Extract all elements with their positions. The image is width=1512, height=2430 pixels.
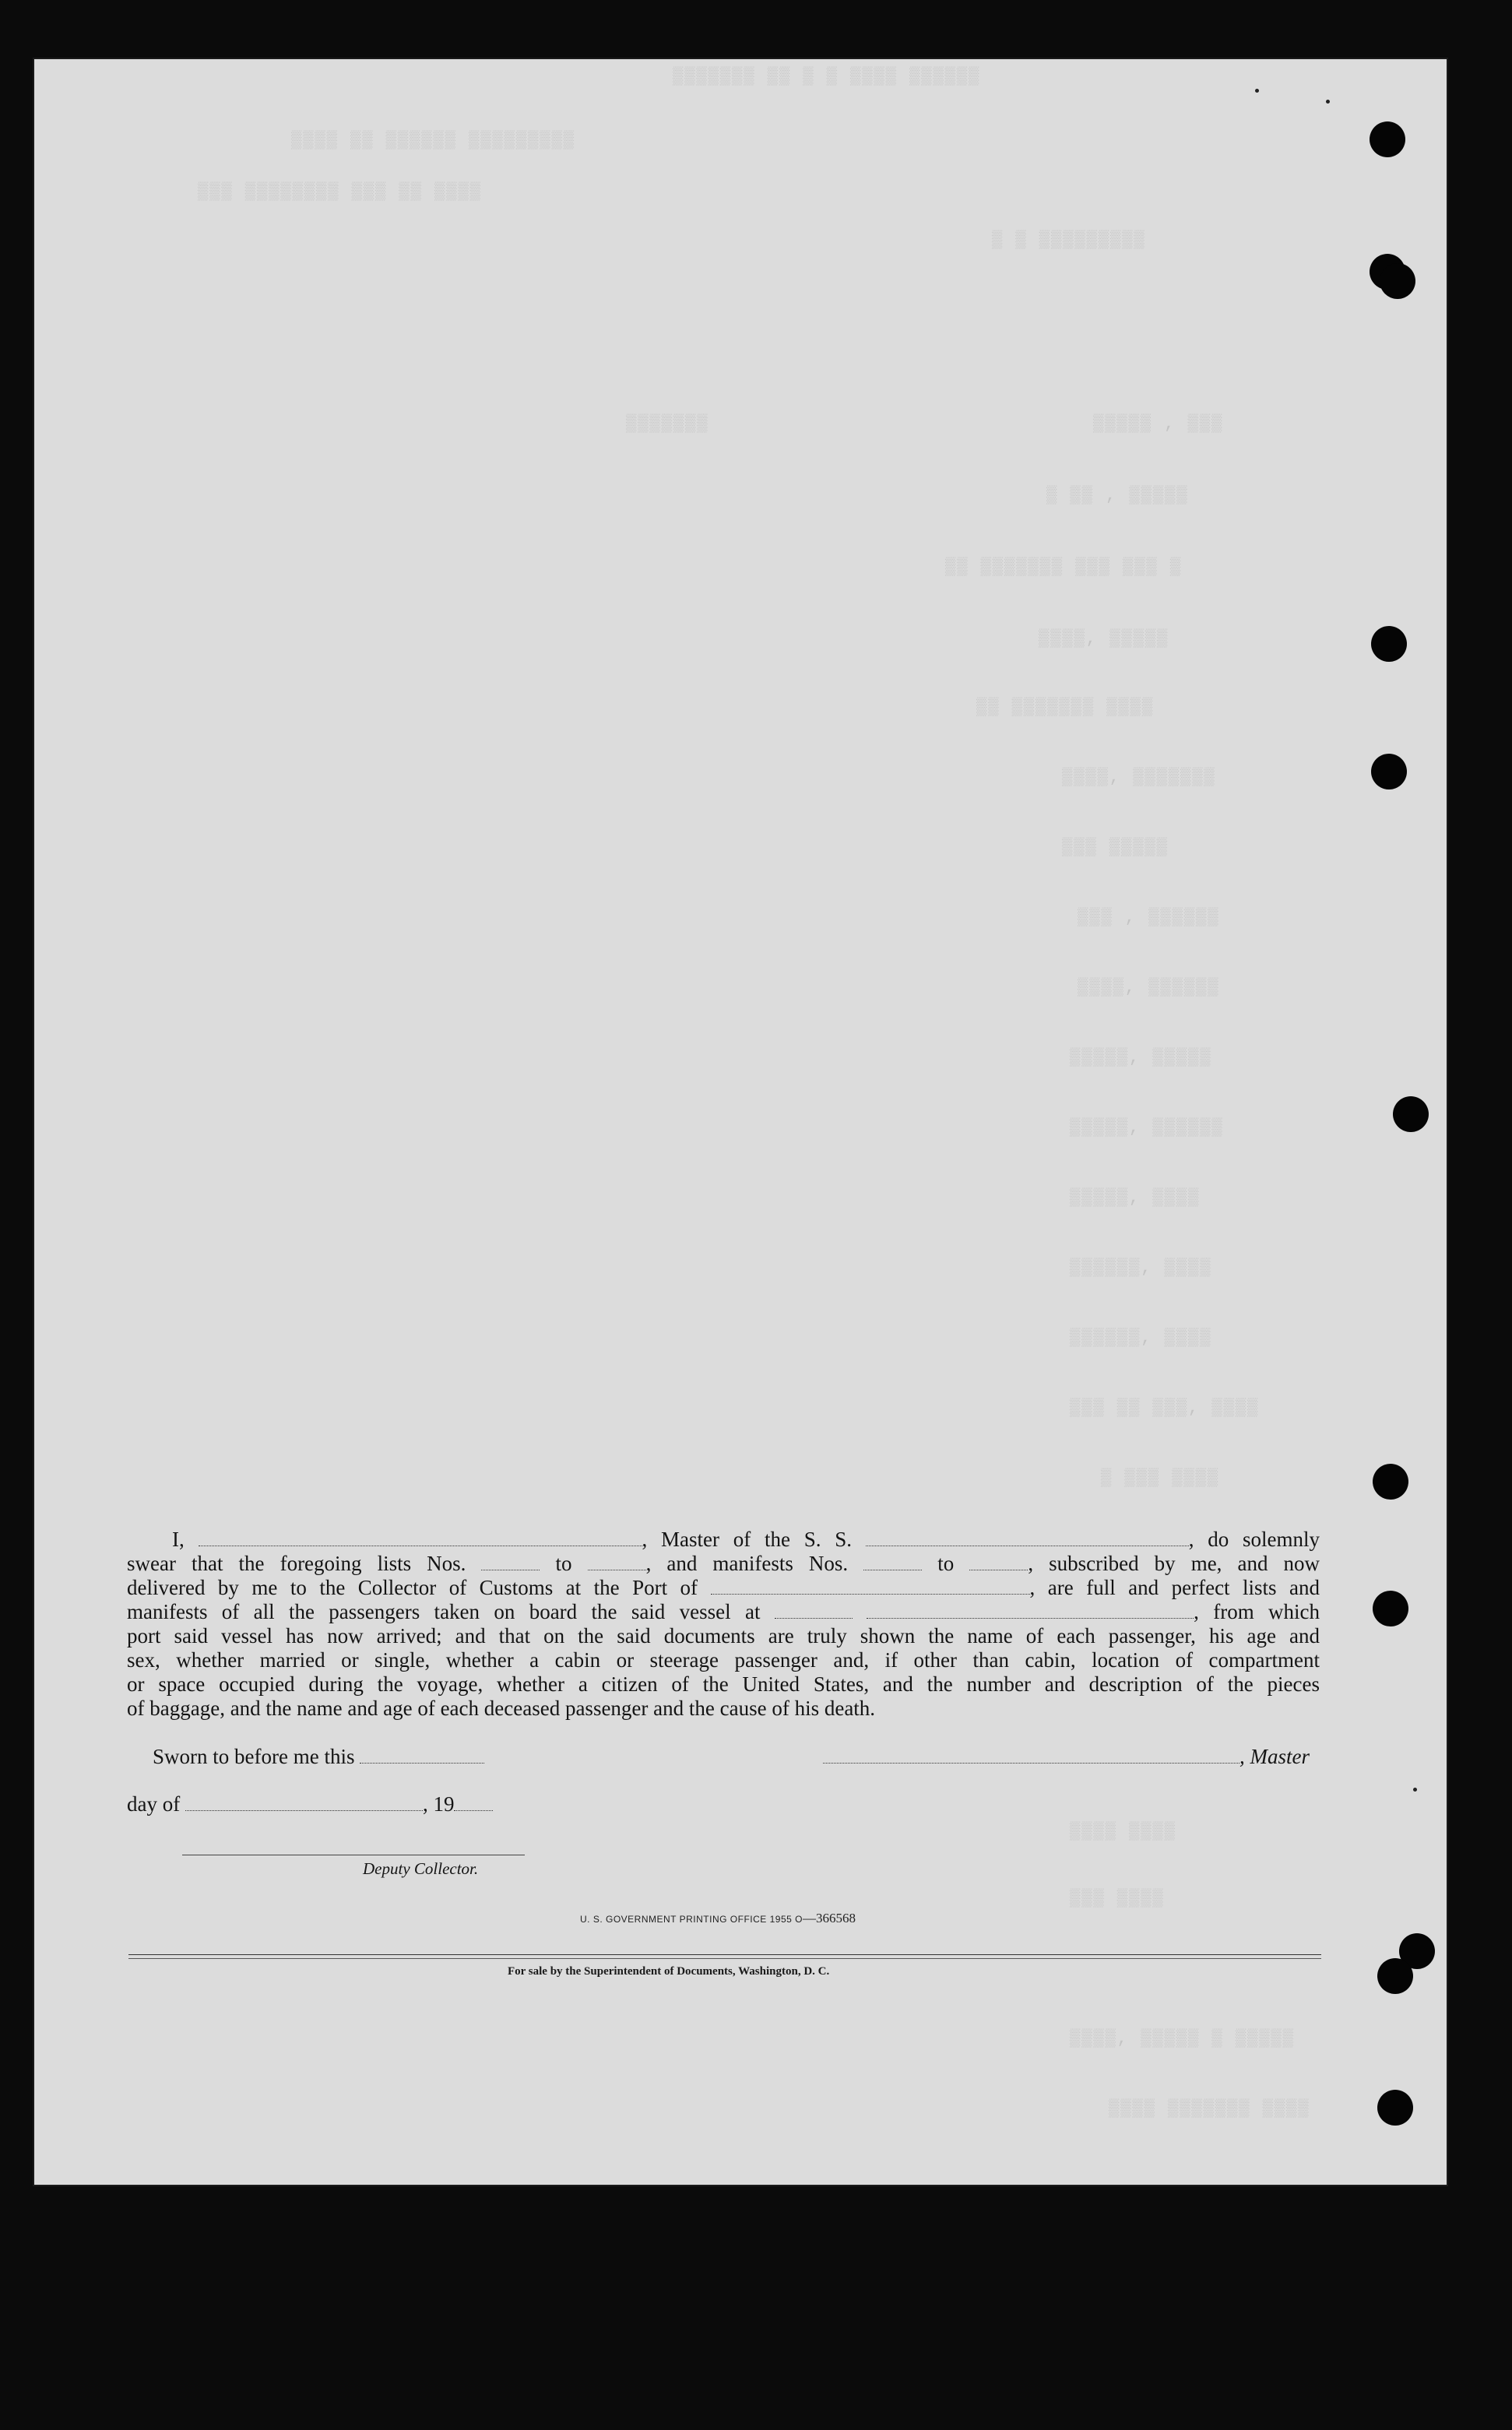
ship-name-field[interactable]: [866, 1530, 1189, 1546]
oath-line-3: [127, 1576, 1320, 1600]
port-field[interactable]: [711, 1578, 1030, 1595]
punch-hole: [1393, 1096, 1429, 1132]
oath-manifests-all: manifests of all the passengers taken on board the said vessel at: [127, 1600, 761, 1623]
master-oath-paragraph: [127, 1528, 1320, 1721]
gpo-text: U. S. GOVERNMENT PRINTING OFFICE 1955 O: [580, 1914, 803, 1925]
manifests-to-field[interactable]: [969, 1554, 1028, 1570]
footer-rule: [128, 1954, 1321, 1959]
speck: [1326, 100, 1330, 104]
oath-line-8: of baggage, and the name and age of each deceased passenger and the cause of his death.: [127, 1697, 876, 1720]
punch-hole: [1380, 263, 1415, 299]
oath-full: , are full and perfect lists and: [1029, 1576, 1320, 1599]
punch-hole: [1373, 1464, 1408, 1500]
master-label: , Master: [1239, 1745, 1310, 1768]
oath-line-2: [127, 1552, 1320, 1576]
oath-manifests: , and manifests Nos.: [645, 1552, 849, 1575]
oath-master-of: , Master of the S. S.: [642, 1528, 853, 1551]
oath-solemnly: , do solemnly: [1188, 1528, 1320, 1551]
master-signature-field[interactable]: [823, 1747, 1239, 1764]
lists-from-field[interactable]: [481, 1554, 540, 1570]
oath-line-6: sex, whether married or single, whether a cabin or steerage passenger and, if other than cabin, location of compartment: [127, 1648, 1320, 1672]
master-name-field[interactable]: [199, 1530, 642, 1546]
bleed-through-texture: ▒▒▒▒▒▒▒ ▒▒ ▒ ▒ ▒▒▒▒ ▒▒▒▒▒▒ ▒▒▒▒ ▒▒ ▒▒▒▒▒▒ ▒▒▒▒▒▒▒▒▒ ▒▒▒ ▒▒▒▒▒▒▒▒ ▒▒▒ ▒▒ ▒▒▒▒ ▒ ▒ ▒▒▒▒▒▒▒▒▒ ▒▒▒▒▒ , ▒▒▒ ▒▒▒▒▒▒▒ ▒ ▒▒ , ▒▒▒▒▒ ▒▒ ▒▒▒▒▒▒▒ ▒▒▒ ▒▒▒ ▒ ▒▒▒▒, ▒▒▒▒▒ ▒▒ ▒▒▒▒▒▒▒ ▒▒▒▒ ▒▒▒▒, ▒▒▒▒▒▒▒ ▒▒▒ ▒▒▒▒▒ ▒▒▒ , ▒▒▒▒▒▒ ▒▒▒▒, ▒▒▒▒▒▒ ▒▒▒▒▒, ▒▒▒▒▒ ▒▒▒▒▒, ▒▒▒▒▒▒ ▒▒▒▒▒, ▒▒▒▒ ▒▒▒▒▒▒, ▒▒▒▒ ▒▒▒▒▒▒, ▒▒▒▒ ▒▒▒ ▒▒ ▒▒▒, ▒▒▒▒ ▒ ▒▒▒ ▒▒▒▒ ▒▒▒▒ ▒▒▒▒ ▒▒▒ ▒▒▒▒ ▒▒▒▒, ▒▒▒▒▒ ▒ ▒▒▒▒▒ ▒▒▒▒ ▒▒▒▒▒▒▒ ▒▒▒▒: [198, 67, 1310, 2119]
oath-subscribed: , subscribed by me, and now: [1028, 1552, 1320, 1575]
punch-hole: [1377, 2090, 1413, 2126]
manifests-from-field[interactable]: [863, 1554, 922, 1570]
day-of-line: [127, 1792, 493, 1816]
oath-from-which: , from which: [1194, 1600, 1320, 1623]
oath-to-2: to: [937, 1552, 955, 1575]
sworn-label: Sworn to before me this: [153, 1745, 355, 1768]
departure-port-field[interactable]: [867, 1602, 1194, 1619]
master-signature-line: [823, 1745, 1310, 1769]
year-field[interactable]: [454, 1795, 493, 1811]
deputy-collector-label: Deputy Collector.: [363, 1859, 479, 1878]
oath-line-1: [127, 1528, 1320, 1552]
punch-hole: [1371, 626, 1407, 662]
gpo-number: —366568: [803, 1911, 856, 1925]
oath-i: I,: [172, 1528, 185, 1551]
punch-hole: [1373, 1591, 1408, 1626]
year-prefix: , 19: [422, 1792, 455, 1816]
departure-date-field[interactable]: [775, 1602, 853, 1619]
oath-to-1: to: [555, 1552, 572, 1575]
sworn-line: [153, 1745, 484, 1769]
punch-hole: [1371, 754, 1407, 789]
oath-delivered: delivered by me to the Collector of Customs at the Port of: [127, 1576, 698, 1599]
lists-to-field[interactable]: [588, 1554, 646, 1570]
oath-line-5: port said vessel has now arrived; and that on the said documents are truly shown the name of each passenger, his age and: [127, 1624, 1320, 1648]
oath-swear: swear that the foregoing lists Nos.: [127, 1552, 466, 1575]
punch-hole: [1370, 121, 1405, 157]
speck: [1413, 1788, 1417, 1792]
oath-line-4: [127, 1600, 1320, 1624]
punch-hole: [1377, 1958, 1413, 1994]
sale-notice: For sale by the Superintendent of Documents, Washington, D. C.: [508, 1965, 830, 1978]
printing-office-imprint: [580, 1911, 856, 1926]
oath-line-7: or space occupied during the voyage, whether a citizen of the United States, and the number and description of the pieces: [127, 1672, 1320, 1696]
manifest-sheet: [34, 59, 1447, 2185]
day-of-label: day of: [127, 1792, 181, 1816]
speck: [1255, 89, 1259, 93]
month-field[interactable]: [185, 1795, 423, 1811]
sworn-date-field[interactable]: [360, 1747, 484, 1764]
